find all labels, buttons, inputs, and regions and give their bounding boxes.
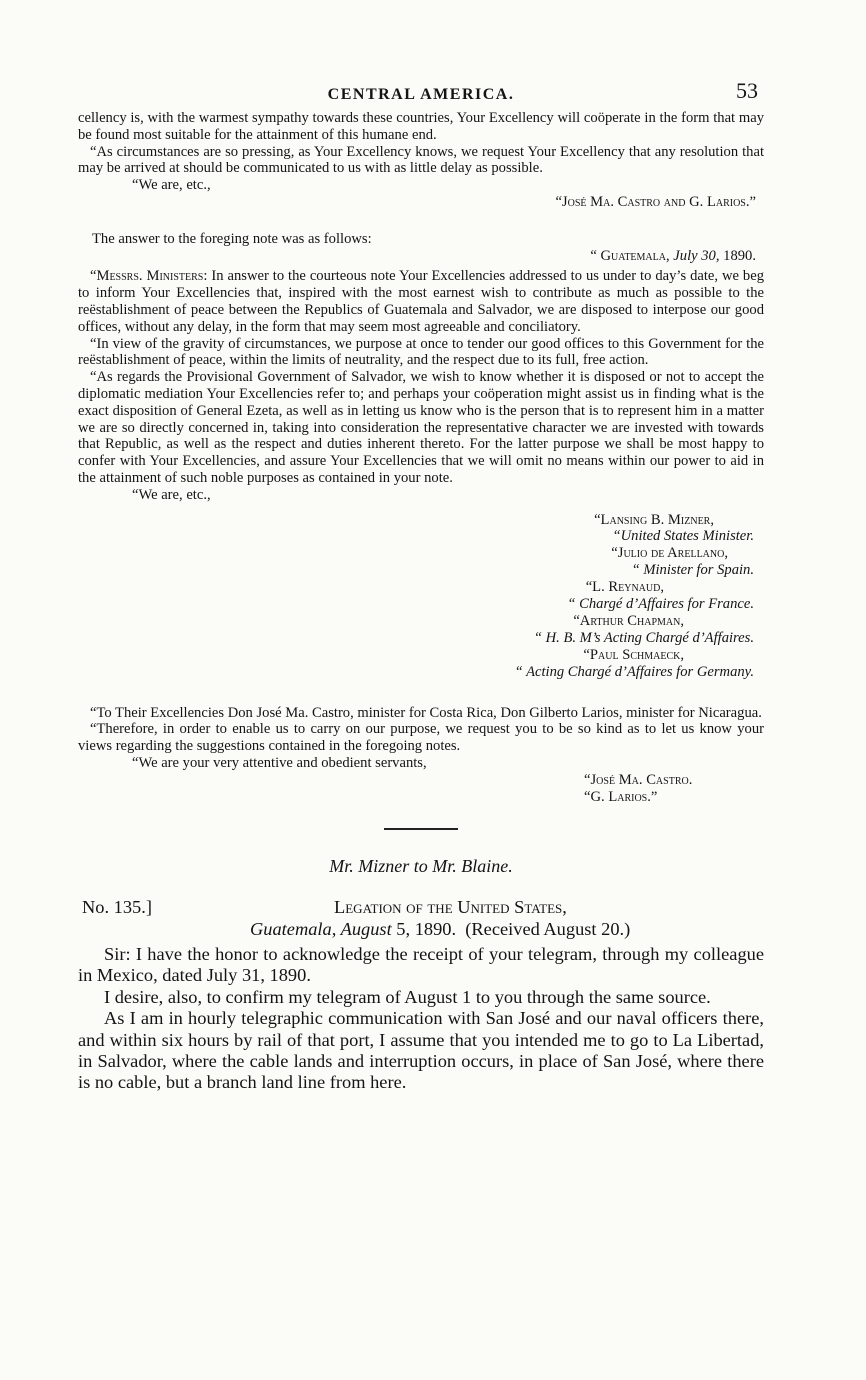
closing-signatures <box>78 772 764 806</box>
paragraph: Sir: I have the honor to acknowledge the receipt of your telegram, through my colleague in Mexico, dated July 31, 1890. <box>78 944 764 986</box>
signatory-title: “ H. B. M’s Acting Chargé d’Affaires. <box>533 629 754 646</box>
address: “Messrs. Ministers: <box>90 268 208 285</box>
addressee: “To Their Excellencies Don José Ma. Castro, minister for Costa Rica, Don Gilberto Larios, minister for Nicaragua. <box>90 704 762 721</box>
signatory-title: “ Chargé d’Affaires for France. <box>567 596 754 613</box>
document-page <box>78 78 764 1094</box>
section-divider <box>384 828 458 830</box>
signatory-name: “Paul Schmaeck, <box>583 646 684 663</box>
paragraph-text: In answer to the courteous note Your Excellencies addressed to us under to day’s date, we beg to inform Your Excellencies that, inspired with the most earnest wish to contribute as much as possible to the reëstablishment of peace between the Republics of Guatemala and Salvador, we are disposed to interpose our good offices, without any delay, in the form that may seem most agreeable and conciliatory. <box>78 268 764 335</box>
page-header <box>78 78 764 110</box>
dispatch-heading <box>78 897 764 919</box>
signature: “José Ma. Castro. <box>584 771 693 788</box>
signatory-name: “Lansing B. Mizner, <box>594 511 714 528</box>
dateline-date: July 30, <box>673 247 720 264</box>
dateline-place: “ Guatemala, <box>590 247 670 264</box>
dispatch-dateline <box>78 919 764 940</box>
legation: Legation of the United States, <box>334 896 567 917</box>
closing: “We are your very attentive and obedient servants, <box>132 754 427 771</box>
paragraph: “As regards the Provisional Government of Salvador, we wish to know whether it is disposed or not to accept the diplomatic mediation Your Excellencies refer to; and perhaps your coöperation might assist us in finding what is the exact disposition of General Ezeta, as well as in letting us know who is the person that is to represent him in a matter we are so directly concerned in, taking into consideration the representative character we are invested with towards that Republic, as well as the respect and duties inherent thereto. For the latter purpose we shall be most happy to confer with Your Excellencies, and assure Your Excellencies that we will omit no means within our power to aid in the attainment of such noble purposes as contained in your note. <box>78 369 764 486</box>
paragraph: As I am in hourly telegraphic communication with San José and our naval officers there, and within six hours by rail of that port, I assume that you intended me to go to La Libertad, in Salvador, where the cable lands and interruption occurs, in place of San José, where there is no cable, but a branch land line from here. <box>78 1008 764 1093</box>
received-date: (Received August 20.) <box>465 918 631 939</box>
salutation: “We are, etc., <box>132 177 211 194</box>
paragraph: cellency is, with the warmest sympathy towards these countries, Your Excellency will coöperate in the form that may be found most suitable for the attainment of this humane end. <box>78 110 764 143</box>
paragraph: “Therefore, in order to enable us to carry on our purpose, we request you to be so kind as to let us know your views regarding the suggestions contained in the foregoing notes. <box>78 721 764 755</box>
signature: “G. Larios.” <box>584 788 658 805</box>
paragraph <box>78 268 764 335</box>
signatory-name: “Julio de Arellano, <box>611 545 728 562</box>
dateline <box>78 248 764 265</box>
paragraph: “In view of the gravity of circumstances, we purpose at once to tender our good offices to this Government for the reëstablishment of peace, within the limits of neutrality, and the respect due to its full, free action. <box>78 335 764 369</box>
paragraph: “As circumstances are so pressing, as Your Excellency knows, we request Your Excellency that any resolution that may be arrived at should be communicated to us with as little delay as possible. <box>78 143 764 177</box>
dispatch <box>78 897 764 1094</box>
dispatch-date: 5, 1890. <box>396 918 457 939</box>
section-title: Mr. Mizner to Mr. Blaine. <box>329 855 513 876</box>
running-title: CENTRAL AMERICA. <box>327 86 515 103</box>
dispatch-number: No. 135.] <box>82 896 152 917</box>
signatory-name: “Arthur Chapman, <box>573 612 684 629</box>
paragraph: I desire, also, to confirm my telegram of August 1 to you through the same source. <box>104 986 711 1007</box>
answer-intro: The answer to the foreging note was as follows: <box>92 230 372 247</box>
letter-continuation <box>78 110 764 806</box>
page-number: 53 <box>736 78 758 103</box>
signature: “José Ma. Castro and G. Larios.” <box>555 193 756 210</box>
salutation: “We are, etc., <box>132 486 211 503</box>
signatory-name: “L. Reynaud, <box>585 579 664 596</box>
dateline-year: 1890. <box>723 247 756 264</box>
signatory-title: “ Acting Chargé d’Affaires for Germany. <box>514 663 754 680</box>
signatories <box>78 512 764 681</box>
signatory-title: “ Minister for Spain. <box>631 562 754 579</box>
signatory-title: “United States Minister. <box>612 528 754 545</box>
dispatch-place: Guatemala, August <box>250 918 392 939</box>
